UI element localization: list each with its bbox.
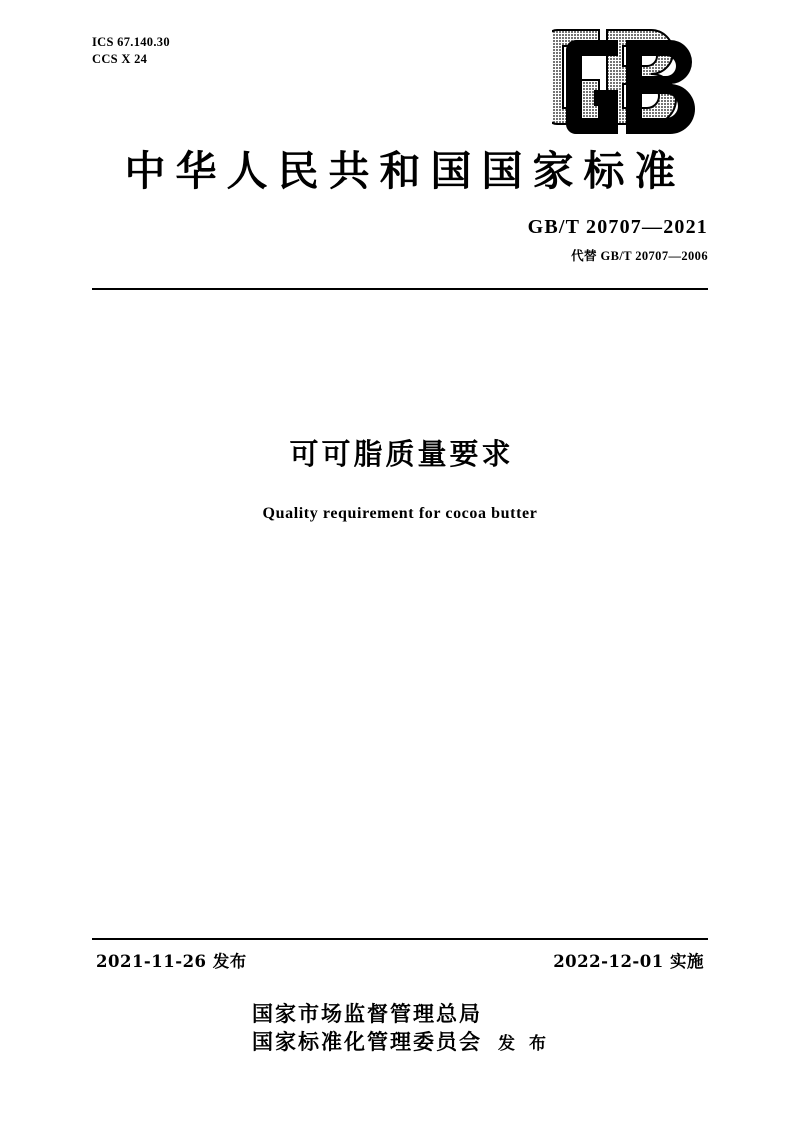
- standard-replaces: 代替 GB/T 20707—2006: [571, 249, 708, 263]
- publisher-org-2: 国家标准化管理委员会: [252, 1029, 483, 1055]
- divider-top: [92, 288, 708, 290]
- gb-logo-icon: [552, 28, 712, 138]
- publisher-org-1: 国家市场监督管理总局: [252, 1001, 483, 1026]
- document-title-cn: 可可脂质量要求: [289, 437, 514, 471]
- publisher-block: [0, 1000, 800, 1057]
- issue-date: 2021-11-26 发布: [96, 952, 247, 971]
- implementation-date: 2022-12-01 实施: [553, 952, 704, 971]
- divider-bottom: [92, 938, 708, 940]
- publisher-verb: 发 布: [498, 1033, 550, 1054]
- standard-number: GB/T 20707—2021: [527, 216, 708, 238]
- ccs-code: CCS X 24: [92, 51, 148, 66]
- classification-block: [92, 34, 170, 68]
- national-standard-title: 中华人民共和国国家标准: [124, 147, 686, 195]
- ics-code: ICS 67.140.30: [92, 35, 170, 49]
- document-title-en: Quality requirement for cocoa butter: [262, 505, 538, 522]
- publisher-organizations: [250, 1000, 482, 1057]
- standard-number-block: [528, 216, 708, 264]
